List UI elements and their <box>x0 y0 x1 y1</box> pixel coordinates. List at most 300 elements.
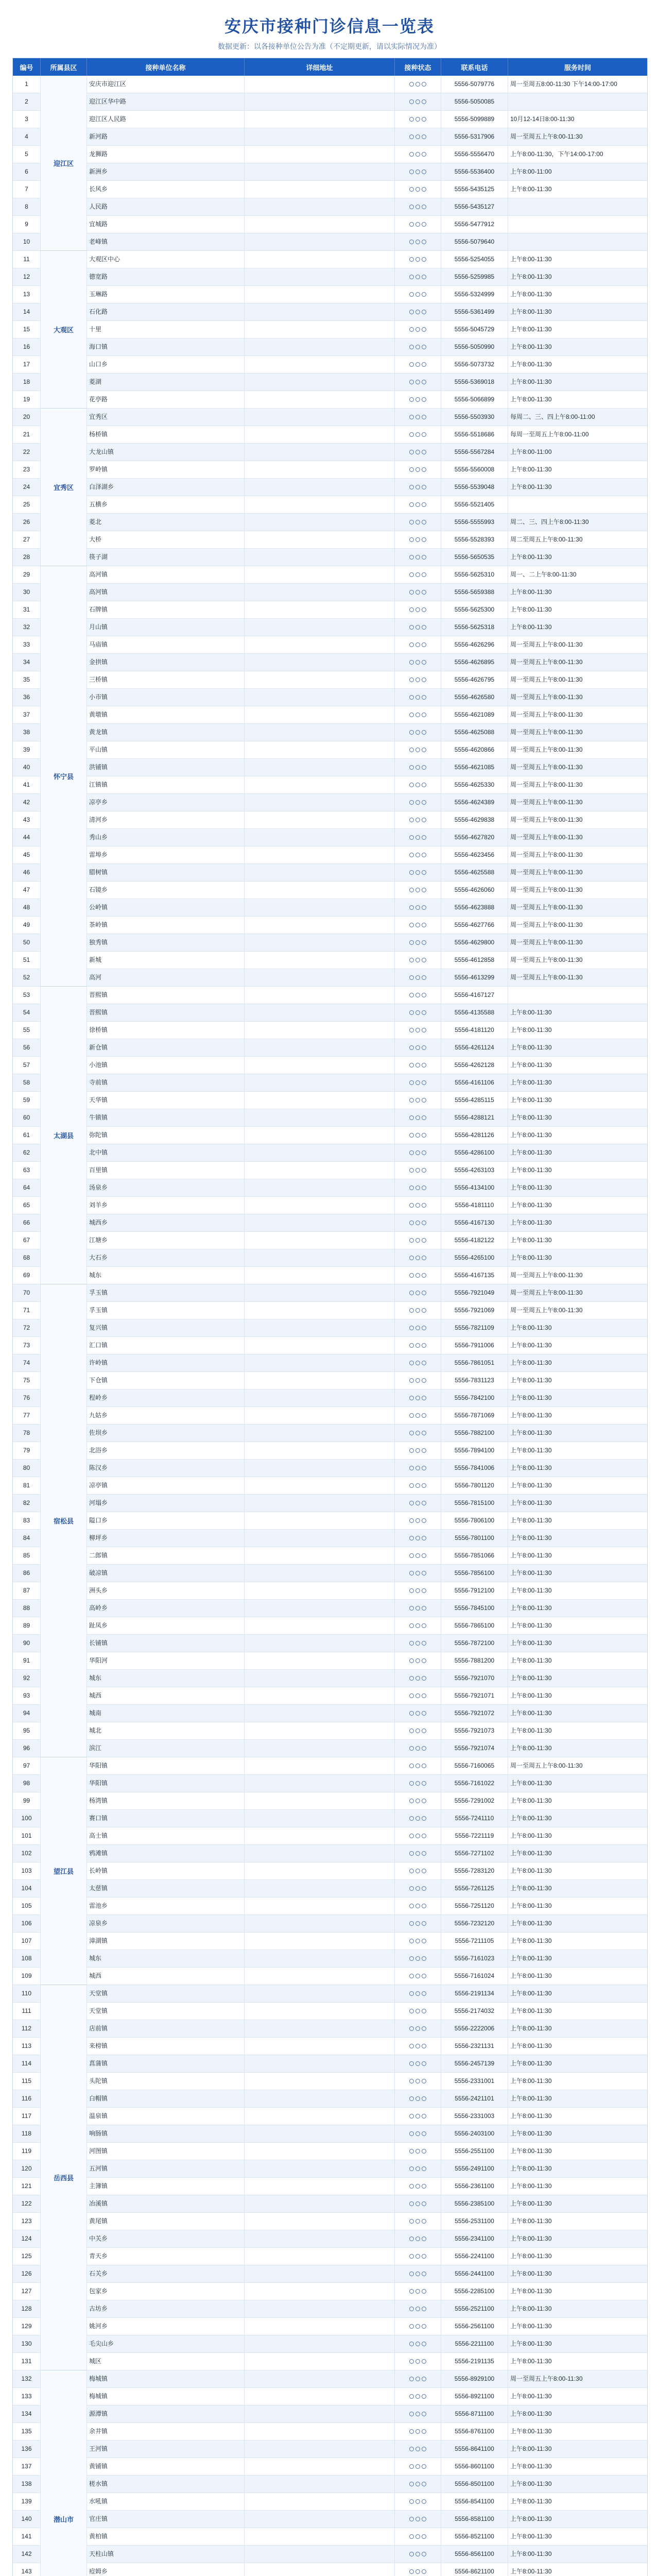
circle-icon <box>409 415 414 419</box>
unit-name: 小池镇 <box>87 1057 245 1074</box>
circle-icon <box>409 1501 414 1505</box>
unit-address <box>245 1267 395 1284</box>
row-number: 85 <box>13 1547 41 1565</box>
unit-address <box>245 1495 395 1512</box>
circle-icon <box>415 765 420 770</box>
row-number: 60 <box>13 1109 41 1127</box>
unit-name: 龙狮路 <box>87 146 245 163</box>
double-circle-icon <box>409 2131 426 2136</box>
circle-icon <box>415 170 420 174</box>
unit-name: 徐桥镇 <box>87 1022 245 1039</box>
status-cell <box>395 1985 441 2003</box>
circle-icon <box>415 485 420 489</box>
double-circle-icon <box>409 187 426 192</box>
status-cell <box>395 741 441 759</box>
unit-name: 刘羊乡 <box>87 1197 245 1214</box>
hours-cell: 上午8:00-11:30 <box>508 1127 647 1144</box>
unit-address <box>245 2318 395 2335</box>
circle-icon <box>415 2359 420 2364</box>
circle-icon <box>409 1904 414 1908</box>
unit-name: 长岭镇 <box>87 1862 245 1880</box>
circle-icon <box>415 1693 420 1698</box>
circle-icon <box>415 1133 420 1138</box>
unit-address <box>245 251 395 268</box>
unit-name: 青天乡 <box>87 2248 245 2265</box>
hours-cell: 上午8:00-11:30 <box>508 2073 647 2090</box>
circle-icon <box>422 240 426 244</box>
circle-icon <box>422 800 426 805</box>
circle-icon <box>409 205 414 209</box>
circle-icon <box>422 2447 426 2451</box>
double-circle-icon <box>409 1028 426 1032</box>
circle-icon <box>409 993 414 997</box>
row-number: 28 <box>13 549 41 566</box>
unit-address <box>245 1582 395 1600</box>
double-circle-icon <box>409 1553 426 1558</box>
circle-icon <box>422 1553 426 1558</box>
status-cell <box>395 2300 441 2318</box>
circle-icon <box>422 1781 426 1786</box>
phone-cell: 5556-4624389 <box>441 794 508 811</box>
hours-cell: 上午8:00-11:30 <box>508 2108 647 2125</box>
circle-icon <box>409 467 414 472</box>
unit-name: 漳湖镇 <box>87 1933 245 1950</box>
double-circle-icon <box>409 485 426 489</box>
hours-cell: 上午8:00-11:30 <box>508 584 647 601</box>
double-circle-icon <box>409 275 426 279</box>
circle-icon <box>422 82 426 87</box>
double-circle-icon <box>409 870 426 875</box>
unit-name: 中关乡 <box>87 2230 245 2248</box>
unit-address <box>245 1442 395 1460</box>
unit-name: 黄龙镇 <box>87 724 245 741</box>
double-circle-icon <box>409 2079 426 2083</box>
double-circle-icon <box>409 1974 426 1978</box>
double-circle-icon <box>409 1764 426 1768</box>
row-number: 4 <box>13 128 41 146</box>
row-number: 127 <box>13 2283 41 2300</box>
unit-address <box>245 2143 395 2160</box>
circle-icon <box>409 1623 414 1628</box>
unit-name: 佐坝乡 <box>87 1425 245 1442</box>
status-cell <box>395 2423 441 2441</box>
double-circle-icon <box>409 502 426 507</box>
double-circle-icon <box>409 170 426 174</box>
double-circle-icon <box>409 134 426 139</box>
unit-address <box>245 1547 395 1565</box>
circle-icon <box>422 1273 426 1278</box>
circle-icon <box>409 1361 414 1365</box>
double-circle-icon <box>409 1396 426 1400</box>
unit-name: 程岭乡 <box>87 1389 245 1407</box>
circle-icon <box>415 1308 420 1313</box>
circle-icon <box>415 2289 420 2294</box>
circle-icon <box>422 1378 426 1383</box>
circle-icon <box>409 1956 414 1961</box>
hours-cell: 周一至周五上午8:00-11:30 <box>508 1284 647 1302</box>
row-number: 37 <box>13 706 41 724</box>
unit-name: 石关乡 <box>87 2265 245 2283</box>
double-circle-icon <box>409 2394 426 2399</box>
row-number: 43 <box>13 811 41 829</box>
unit-address <box>245 899 395 917</box>
circle-icon <box>422 1956 426 1961</box>
circle-icon <box>415 1238 420 1243</box>
hours-cell: 上午8:00-11:30 <box>508 1179 647 1197</box>
row-number: 80 <box>13 1460 41 1477</box>
hours-cell: 上午8:00-11:30 <box>508 374 647 391</box>
phone-cell: 5556-8561100 <box>441 2546 508 2563</box>
unit-address <box>245 1600 395 1617</box>
circle-icon <box>409 1693 414 1698</box>
phone-cell: 5556-4627820 <box>441 829 508 846</box>
unit-name: 人民路 <box>87 198 245 216</box>
row-number: 111 <box>13 2003 41 2020</box>
unit-name: 太慈镇 <box>87 1880 245 1897</box>
unit-name: 陈汉乡 <box>87 1460 245 1477</box>
hours-cell: 上午8:00-11:30 <box>508 2335 647 2353</box>
phone-cell: 5556-8711100 <box>441 2405 508 2423</box>
circle-icon <box>422 2412 426 2416</box>
status-cell <box>395 2528 441 2546</box>
circle-icon <box>409 1413 414 1418</box>
circle-icon <box>409 257 414 262</box>
hours-cell: 周一至周五上午8:00-11:30 <box>508 741 647 759</box>
circle-icon <box>422 1168 426 1173</box>
phone-cell: 5556-4629800 <box>441 934 508 952</box>
circle-icon <box>415 1150 420 1155</box>
status-cell <box>395 444 441 461</box>
phone-cell: 5556-5099889 <box>441 111 508 128</box>
circle-icon <box>422 1921 426 1926</box>
unit-address <box>245 1530 395 1547</box>
unit-name: 白帽镇 <box>87 2090 245 2108</box>
circle-icon <box>422 467 426 472</box>
hours-cell: 上午8:00-11:30 <box>508 251 647 268</box>
circle-icon <box>409 1063 414 1067</box>
circle-icon <box>415 713 420 717</box>
circle-icon <box>409 1080 414 1085</box>
status-cell <box>395 1337 441 1354</box>
circle-icon <box>409 2272 414 2276</box>
circle-icon <box>415 1606 420 1611</box>
circle-icon <box>422 415 426 419</box>
circle-icon <box>409 1834 414 1838</box>
circle-icon <box>415 99 420 104</box>
hours-cell: 上午8:00-11:30 <box>508 1827 647 1845</box>
hours-cell: 上午8:00-11:30 <box>508 321 647 338</box>
double-circle-icon <box>409 257 426 262</box>
circle-icon <box>409 2201 414 2206</box>
circle-icon <box>422 660 426 665</box>
hours-cell: 上午8:00-11:30 <box>508 1792 647 1810</box>
hours-cell: 上午8:00-11:30 <box>508 1407 647 1425</box>
circle-icon <box>409 345 414 349</box>
double-circle-icon <box>409 1448 426 1453</box>
double-circle-icon <box>409 292 426 297</box>
unit-name: 石镜乡 <box>87 882 245 899</box>
unit-name: 主簿镇 <box>87 2178 245 2195</box>
row-number: 18 <box>13 374 41 391</box>
circle-icon <box>409 1185 414 1190</box>
phone-cell: 5556-5435127 <box>441 198 508 216</box>
circle-icon <box>409 2569 414 2574</box>
hours-cell: 上午8:00-11:30 <box>508 1425 647 1442</box>
circle-icon <box>415 818 420 822</box>
hours-cell: 上午8:00-11:30 <box>508 1687 647 1705</box>
circle-icon <box>415 1851 420 1856</box>
status-cell <box>395 1775 441 1792</box>
unit-address <box>245 1127 395 1144</box>
status-cell <box>395 1477 441 1495</box>
circle-icon <box>409 2377 414 2381</box>
status-cell <box>395 391 441 409</box>
circle-icon <box>422 2429 426 2434</box>
district-cell: 宜秀区 <box>41 409 87 566</box>
phone-cell: 5556-2421101 <box>441 2090 508 2108</box>
double-circle-icon <box>409 905 426 910</box>
circle-icon <box>415 2552 420 2556</box>
double-circle-icon <box>409 2026 426 2031</box>
status-cell <box>395 2458 441 2476</box>
circle-icon <box>409 397 414 402</box>
circle-icon <box>422 99 426 104</box>
status-cell <box>395 689 441 706</box>
unit-name: 洲头乡 <box>87 1582 245 1600</box>
unit-address <box>245 2195 395 2213</box>
circle-icon <box>422 1886 426 1891</box>
row-number: 21 <box>13 426 41 444</box>
circle-icon <box>415 2569 420 2574</box>
unit-name: 石化路 <box>87 303 245 321</box>
status-cell <box>395 1933 441 1950</box>
unit-name: 宜城路 <box>87 216 245 233</box>
circle-icon <box>409 1028 414 1032</box>
circle-icon <box>422 1343 426 1348</box>
circle-icon <box>409 2342 414 2346</box>
unit-address <box>245 2283 395 2300</box>
status-cell <box>395 671 441 689</box>
double-circle-icon <box>409 2149 426 2154</box>
unit-name: 石牌镇 <box>87 601 245 619</box>
unit-name: 筷子湖 <box>87 549 245 566</box>
circle-icon <box>415 1834 420 1838</box>
phone-cell: 5556-2174032 <box>441 2003 508 2020</box>
row-number: 135 <box>13 2423 41 2441</box>
status-cell <box>395 321 441 338</box>
phone-cell: 5556-7872100 <box>441 1635 508 1652</box>
unit-address <box>245 619 395 636</box>
row-number: 19 <box>13 391 41 409</box>
unit-name: 槎水镇 <box>87 2476 245 2493</box>
phone-cell: 5556-7912100 <box>441 1582 508 1600</box>
circle-icon <box>415 205 420 209</box>
status-cell <box>395 706 441 724</box>
status-cell <box>395 198 441 216</box>
unit-address <box>245 1372 395 1389</box>
phone-cell: 5556-4625588 <box>441 864 508 882</box>
double-circle-icon <box>409 1728 426 1733</box>
circle-icon <box>409 835 414 840</box>
unit-address <box>245 2178 395 2195</box>
double-circle-icon <box>409 2201 426 2206</box>
row-number: 120 <box>13 2160 41 2178</box>
unit-name: 晋熙镇 <box>87 1004 245 1022</box>
double-circle-icon <box>409 2517 426 2521</box>
status-cell <box>395 2493 441 2511</box>
phone-cell: 5556-5625300 <box>441 601 508 619</box>
circle-icon <box>422 1185 426 1190</box>
hours-cell: 上午8:00-11:30 <box>508 461 647 479</box>
hours-cell: 上午8:00-11:30 <box>508 2160 647 2178</box>
circle-icon <box>415 1904 420 1908</box>
row-number: 78 <box>13 1425 41 1442</box>
circle-icon <box>415 1115 420 1120</box>
double-circle-icon <box>409 2096 426 2101</box>
double-circle-icon <box>409 1869 426 1873</box>
circle-icon <box>422 134 426 139</box>
row-number: 61 <box>13 1127 41 1144</box>
circle-icon <box>409 1676 414 1681</box>
unit-address <box>245 409 395 426</box>
unit-address <box>245 2160 395 2178</box>
circle-icon <box>415 2114 420 2119</box>
circle-icon <box>415 800 420 805</box>
circle-icon <box>415 1869 420 1873</box>
status-cell <box>395 846 441 864</box>
status-cell <box>395 2265 441 2283</box>
double-circle-icon <box>409 2429 426 2434</box>
unit-name: 弥陀镇 <box>87 1127 245 1144</box>
unit-name: 牛镇镇 <box>87 1109 245 1127</box>
circle-icon <box>415 1956 420 1961</box>
circle-icon <box>415 2096 420 2101</box>
row-number: 100 <box>13 1810 41 1827</box>
unit-address <box>245 2248 395 2265</box>
double-circle-icon <box>409 1939 426 1943</box>
hours-cell: 上午8:00-11:30 <box>508 1092 647 1109</box>
unit-name: 城东 <box>87 1950 245 1968</box>
circle-icon <box>422 1799 426 1803</box>
circle-icon <box>409 2184 414 2189</box>
circle-icon <box>409 2114 414 2119</box>
row-number: 99 <box>13 1792 41 1810</box>
row-number: 91 <box>13 1652 41 1670</box>
row-number: 101 <box>13 1827 41 1845</box>
circle-icon <box>409 870 414 875</box>
header-cell-phone: 联系电话 <box>441 58 508 76</box>
circle-icon <box>415 380 420 384</box>
circle-icon <box>415 467 420 472</box>
circle-icon <box>409 1781 414 1786</box>
unit-address <box>245 1775 395 1792</box>
hours-cell: 上午8:00-11:30 <box>508 1477 647 1495</box>
unit-address <box>245 987 395 1004</box>
circle-icon <box>422 1413 426 1418</box>
circle-icon <box>409 642 414 647</box>
unit-name: 许岭镇 <box>87 1354 245 1372</box>
double-circle-icon <box>409 1641 426 1646</box>
unit-address <box>245 2388 395 2405</box>
unit-address <box>245 2213 395 2230</box>
status-cell <box>395 514 441 531</box>
unit-address <box>245 1337 395 1354</box>
phone-cell: 5556-7911006 <box>441 1337 508 1354</box>
row-number: 73 <box>13 1337 41 1354</box>
double-circle-icon <box>409 818 426 822</box>
double-circle-icon <box>409 572 426 577</box>
circle-icon <box>415 1886 420 1891</box>
status-cell <box>395 251 441 268</box>
circle-icon <box>422 1606 426 1611</box>
circle-icon <box>409 520 414 524</box>
circle-icon <box>422 2552 426 2556</box>
circle-icon <box>415 2464 420 2469</box>
unit-name: 独秀镇 <box>87 934 245 952</box>
circle-icon <box>409 713 414 717</box>
unit-address <box>245 1319 395 1337</box>
header-cell-hours: 服务时间 <box>564 63 591 72</box>
hours-cell: 周一至周五上午8:00-11:30 <box>508 934 647 952</box>
unit-address <box>245 1722 395 1740</box>
unit-name: 黄铺镇 <box>87 2458 245 2476</box>
circle-icon <box>415 2009 420 2013</box>
page-subtitle: 数据更新：以各接种单位公告为准（不定期更新，请以实际情况为准） <box>218 42 441 50</box>
phone-cell: 5556-5435125 <box>441 181 508 198</box>
circle-icon <box>422 362 426 367</box>
status-cell <box>395 2353 441 2370</box>
circle-icon <box>422 2079 426 2083</box>
circle-icon <box>409 2429 414 2434</box>
status-cell <box>395 2511 441 2528</box>
unit-name: 山口乡 <box>87 356 245 374</box>
unit-address <box>245 1057 395 1074</box>
unit-address <box>245 864 395 882</box>
row-number: 20 <box>13 409 41 426</box>
status-cell <box>395 1214 441 1232</box>
phone-cell: 5556-8521100 <box>441 2528 508 2546</box>
circle-icon <box>422 2009 426 2013</box>
unit-address <box>245 566 395 584</box>
unit-name: 河塌乡 <box>87 1495 245 1512</box>
hours-cell: 上午8:00-11:30 <box>508 1582 647 1600</box>
circle-icon <box>422 940 426 945</box>
circle-icon <box>422 2289 426 2294</box>
circle-icon <box>415 397 420 402</box>
unit-name: 滨江 <box>87 1740 245 1757</box>
phone-cell: 5556-5324999 <box>441 286 508 303</box>
circle-icon <box>422 1641 426 1646</box>
unit-name: 天堂镇 <box>87 1985 245 2003</box>
hours-cell: 上午8:00-11:30 <box>508 2195 647 2213</box>
hours-cell: 上午8:00-11:30 <box>508 1705 647 1722</box>
double-circle-icon <box>409 2342 426 2346</box>
hours-cell: 周一至周五上午8:00-11:30 <box>508 952 647 969</box>
hours-cell: 周一至周五上午8:00-11:30 <box>508 2370 647 2388</box>
unit-name: 晋熙镇 <box>87 987 245 1004</box>
hours-cell: 上午8:00-11:30 <box>508 2003 647 2020</box>
row-number: 47 <box>13 882 41 899</box>
status-cell <box>395 1092 441 1109</box>
row-number: 134 <box>13 2405 41 2423</box>
hours-cell: 上午8:00-11:30 <box>508 2353 647 2370</box>
circle-icon <box>422 1851 426 1856</box>
circle-icon <box>422 292 426 297</box>
row-number: 14 <box>13 303 41 321</box>
hours-cell: 周一至周五上午8:00-11:30 <box>508 776 647 794</box>
row-number: 68 <box>13 1249 41 1267</box>
unit-name: 黄墩镇 <box>87 706 245 724</box>
